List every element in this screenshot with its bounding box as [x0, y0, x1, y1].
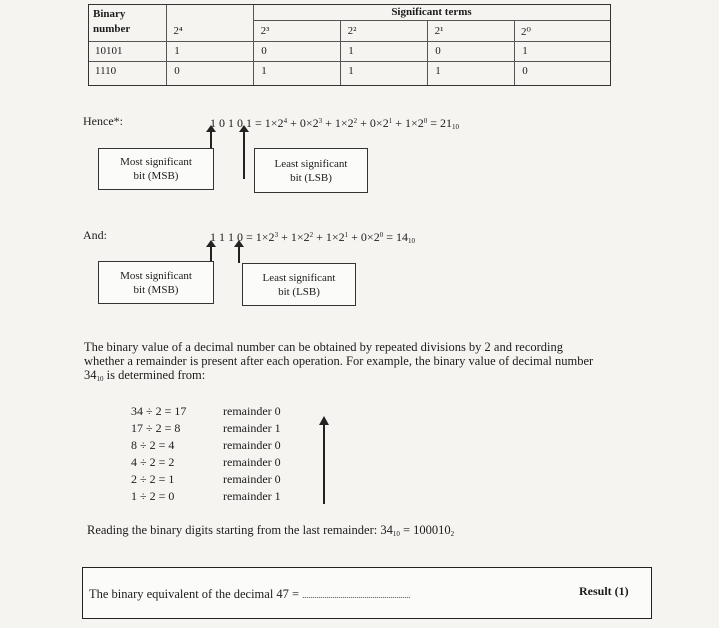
msb-box: Most significant bit (MSB) [98, 261, 214, 304]
division-remainder: remainder 0 [223, 404, 281, 418]
row-label: 10101 [95, 45, 123, 57]
table-cell: 1 [174, 45, 180, 57]
explanation-paragraph: The binary value of a decimal number can be obtained by repeated divisions by 2 and recording whether a remainder is present after each operation. For example, the binary value of decimal number $34_{10}$ is determined from: [84, 340, 594, 383]
division-expr: 17 ÷ 2 = 8 [131, 421, 181, 435]
hence-label: Hence*: [83, 114, 123, 128]
power-header: 2⁴ [173, 25, 183, 37]
division-remainder: remainder 0 [223, 472, 281, 486]
significant-terms-header: Significant terms [391, 6, 472, 18]
read-direction-arrow [323, 424, 325, 504]
msb-arrow [210, 246, 212, 261]
power-header: 2¹ [434, 25, 444, 37]
msb-box: Most significant bit (MSB) [98, 148, 214, 190]
equation-lhs: 1 1 1 0 [210, 230, 243, 244]
answer-blank[interactable]: ...................................................... [302, 591, 411, 600]
question-box [82, 567, 652, 619]
power-header: 2⁰ [521, 26, 531, 38]
division-expr: 8 ÷ 2 = 4 [131, 438, 175, 452]
division-remainder: remainder 1 [223, 421, 281, 435]
division-remainder: remainder 0 [223, 455, 281, 469]
table-cell: 0 [174, 65, 180, 77]
reading-result: Reading the binary digits starting from the last remainder: $34_{10} = 100010_2$ [87, 523, 455, 538]
table-cell: 0 [261, 45, 267, 57]
question-text: The binary equivalent of the decimal 47 = ...................................................... [89, 587, 411, 601]
division-expr: 4 ÷ 2 = 2 [131, 455, 175, 469]
equation-lhs: 1 0 1 0 1 [210, 116, 252, 130]
division-expr: 1 ÷ 2 = 0 [131, 489, 175, 503]
lsb-box: Least significant bit (LSB) [242, 263, 356, 306]
table-cell: 1 [348, 45, 354, 57]
division-remainder: remainder 0 [223, 438, 281, 452]
significant-terms-table [88, 4, 611, 86]
msb-arrow [210, 131, 212, 148]
power-header: 2² [347, 25, 357, 37]
table-cell: 1 [522, 45, 528, 57]
and-equation: 1 1 1 $0 = 1\times 2^3 + 1\times 2^2 + 1\times 2^1 + 0\times 2^0 = 14_{10}$ [210, 230, 415, 245]
table-cell: 1 [435, 65, 441, 77]
division-expr: 2 ÷ 2 = 1 [131, 472, 175, 486]
binary-number-header: Binary number [93, 8, 131, 35]
row-label: 1110 [95, 65, 117, 77]
table-cell: 0 [522, 65, 528, 77]
lsb-box: Least significant bit (LSB) [254, 148, 368, 193]
lsb-arrow [238, 246, 240, 263]
table-cell: 1 [348, 65, 354, 77]
hence-equation: 1 0 1 0 $1 = 1\times 2^4 + 0\times 2^3 + 1\times 2^2 + 0\times 2^1 + 1\times 2^0 = 21_{10}$ [210, 116, 460, 131]
table-cell: 0 [435, 45, 441, 57]
table-cell: 1 [261, 65, 267, 77]
result-label: Result (1) [579, 584, 629, 598]
and-label: And: [83, 228, 107, 242]
division-remainder: remainder 1 [223, 489, 281, 503]
lsb-arrow [243, 131, 245, 179]
division-expr: 34 ÷ 2 = 17 [131, 404, 187, 418]
power-header: 2³ [260, 25, 270, 37]
